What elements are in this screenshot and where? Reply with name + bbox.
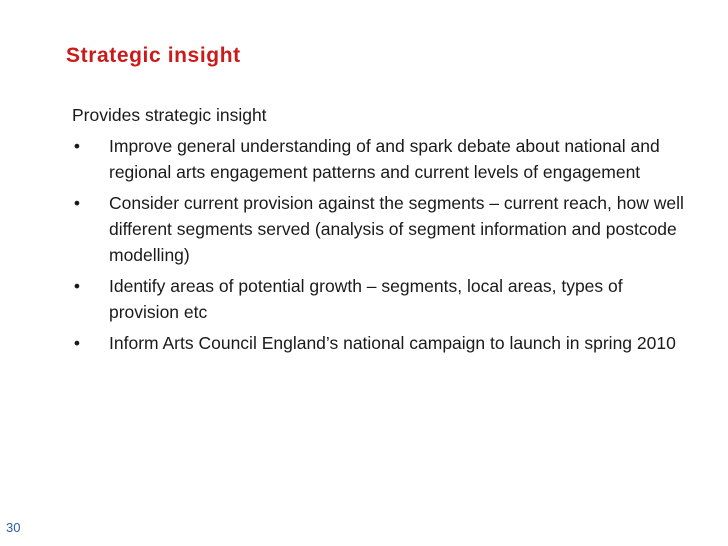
- slide-content: [72, 102, 692, 361]
- bullet-text: Identify areas of potential growth – segments, local areas, types of provision etc: [109, 276, 623, 322]
- bullet-text: Improve general understanding of and spark debate about national and regional arts engagement patterns and current levels of engagement: [109, 136, 660, 182]
- bullet-icon: •: [73, 333, 81, 353]
- intro-text: Provides strategic insight: [72, 105, 267, 125]
- bullet-item: [72, 273, 692, 325]
- page-number: 30: [6, 520, 21, 535]
- bullet-icon: •: [73, 193, 81, 213]
- slide-title: Strategic insight: [66, 44, 241, 67]
- bullet-icon: •: [73, 276, 81, 296]
- bullet-icon: •: [73, 136, 81, 156]
- bullet-list: [72, 133, 692, 356]
- bullet-text: Inform Arts Council England’s national campaign to launch in spring 2010: [109, 333, 676, 353]
- bullet-item: [72, 190, 692, 268]
- bullet-item: [72, 330, 692, 356]
- bullet-item: [72, 133, 692, 185]
- bullet-text: Consider current provision against the segments – current reach, how well different segments served (analysis of segment information and postcode modelling): [109, 193, 684, 265]
